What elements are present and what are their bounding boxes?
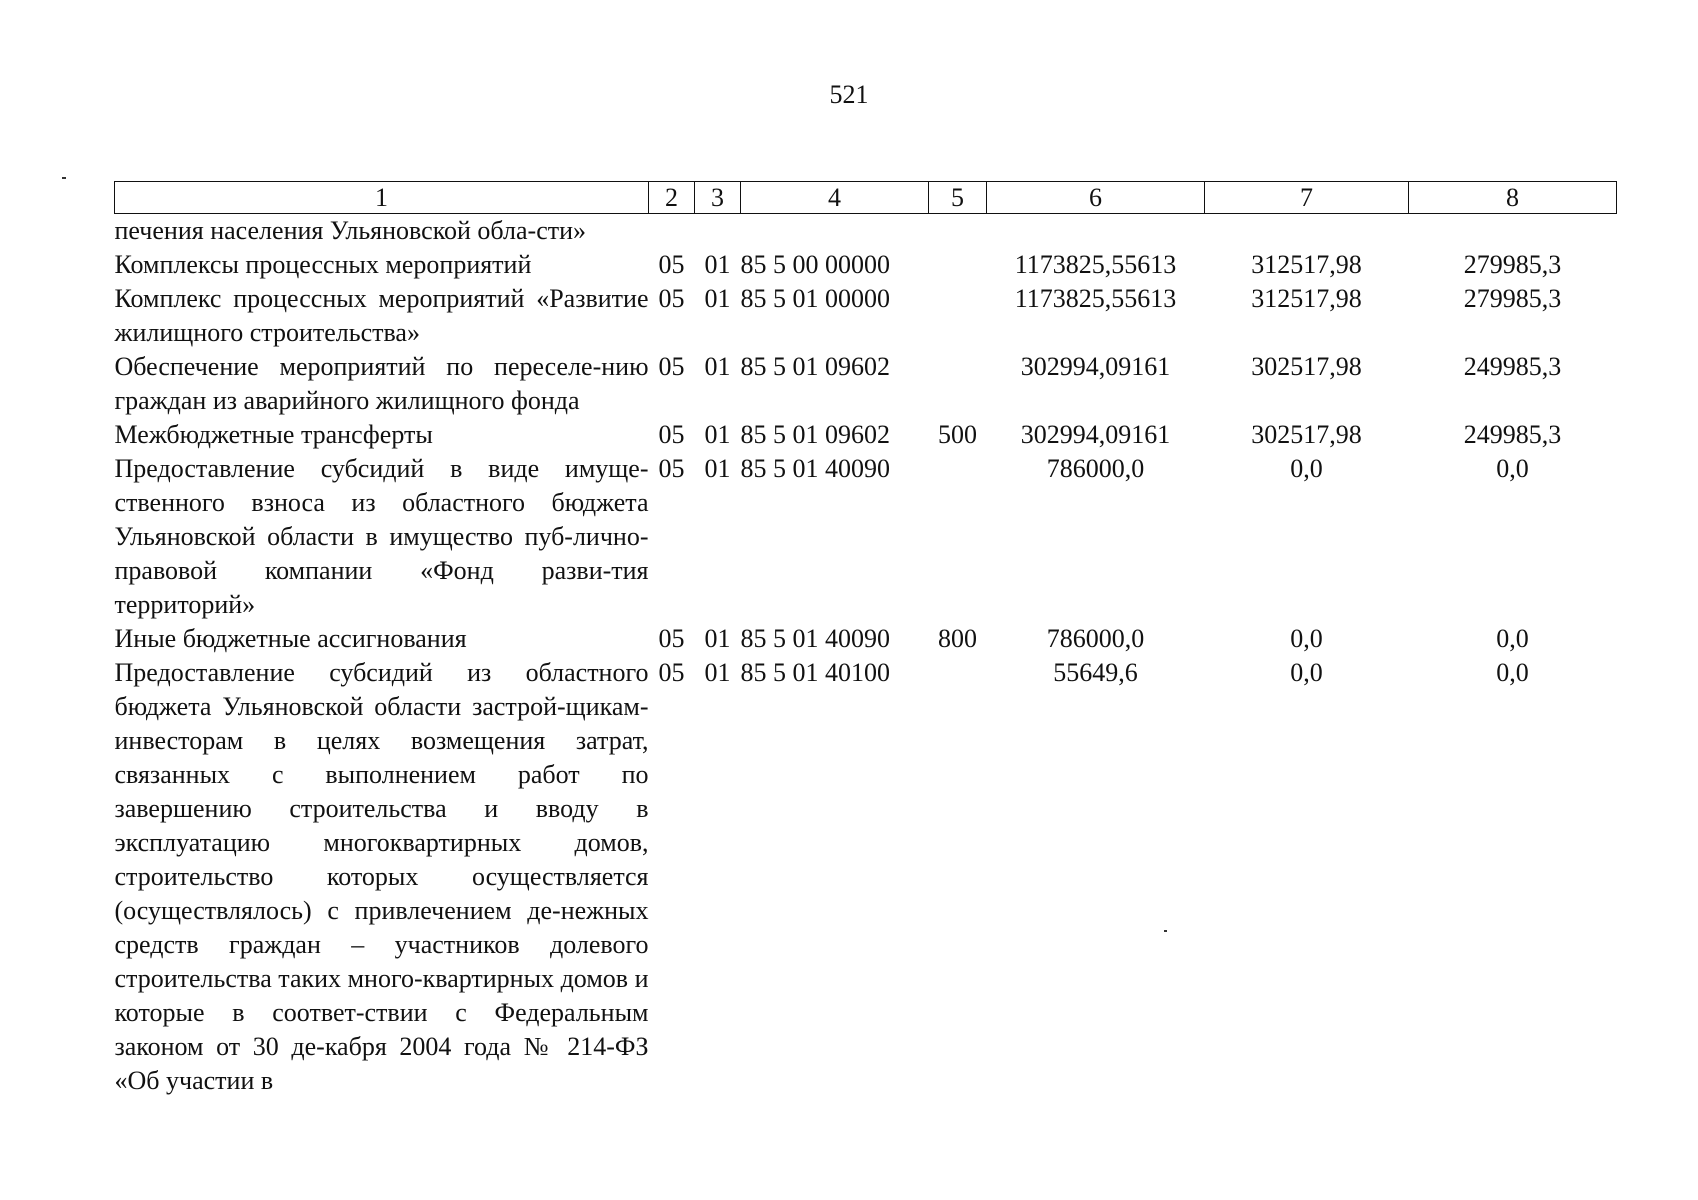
target-article-code bbox=[741, 214, 929, 249]
column-header: 1 bbox=[115, 182, 649, 214]
item-name: Предоставление субсидий из областного бюджета Ульяновской области застрой-щикам-инвесторам в целях возмещения затрат, связанных с выполнением работ по завершению строительства и вводу в эксплуатацию многоквартирных домов, строительство которых осуществляется (осуществлялось) с привлечением де-нежных средств граждан – участников долевого строительства таких много-квартирных домов и которые в соответ-ствии с Федеральным законом от 30 де-кабря 2004 года № 214-ФЗ «Об участии в bbox=[114, 658, 649, 1095]
expense-type-code bbox=[929, 282, 987, 350]
column-header: 7 bbox=[1205, 182, 1409, 214]
expense-type-code: 800 bbox=[938, 624, 977, 653]
subsection-code: 01 bbox=[704, 624, 731, 653]
item-name: печения населения Ульяновской обла-сти» bbox=[114, 216, 587, 245]
subsection-code: 01 bbox=[704, 352, 731, 381]
section-code: 05 bbox=[658, 624, 685, 653]
amount-col-8: 279985,3 bbox=[1463, 250, 1562, 279]
subsection-code: 01 bbox=[704, 250, 731, 279]
expense-type-code: 500 bbox=[938, 420, 977, 449]
table-row bbox=[115, 656, 1617, 1098]
amount-col-7: 0,0 bbox=[1290, 658, 1323, 687]
table-row bbox=[115, 622, 1617, 656]
subsection-code: 01 bbox=[704, 454, 731, 483]
column-header: 2 bbox=[649, 182, 695, 214]
table-row bbox=[115, 452, 1617, 622]
item-name: Предоставление субсидий в виде имуще-ственного взноса из областного бюджета Ульяновской области в имущество пуб-лично-правовой компании «Фонд разви-тия территорий» bbox=[114, 454, 649, 619]
amount-col-6: 302994,09161 bbox=[1020, 352, 1171, 381]
amount-col-7: 0,0 bbox=[1290, 454, 1323, 483]
column-header: 6 bbox=[987, 182, 1205, 214]
table-row bbox=[115, 214, 1617, 249]
subsection-code bbox=[695, 214, 741, 249]
column-header: 4 bbox=[741, 182, 929, 214]
amount-col-8: 0,0 bbox=[1496, 454, 1529, 483]
target-article-code: 85 5 01 40090 bbox=[740, 624, 890, 653]
target-article-code: 85 5 01 40100 bbox=[740, 658, 890, 687]
amount-col-6 bbox=[987, 214, 1205, 249]
item-name: Обеспечение мероприятий по переселе-нию граждан из аварийного жилищного фонда bbox=[114, 352, 649, 415]
amount-col-8: 0,0 bbox=[1496, 624, 1529, 653]
budget-table bbox=[114, 181, 1617, 1098]
section-code: 05 bbox=[658, 420, 685, 449]
expense-type-code bbox=[929, 350, 987, 418]
page-number: 521 bbox=[829, 80, 869, 109]
amount-col-6: 786000,0 bbox=[1046, 454, 1145, 483]
amount-col-7: 312517,98 bbox=[1251, 284, 1362, 313]
amount-col-8 bbox=[1409, 214, 1617, 249]
section-code: 05 bbox=[658, 284, 685, 313]
section-code bbox=[649, 214, 695, 249]
column-header: 3 bbox=[695, 182, 741, 214]
section-code: 05 bbox=[658, 250, 685, 279]
column-header: 8 bbox=[1409, 182, 1617, 214]
amount-col-8: 0,0 bbox=[1496, 658, 1529, 687]
amount-col-7: 302517,98 bbox=[1251, 352, 1362, 381]
expense-type-code bbox=[929, 214, 987, 249]
table-row bbox=[115, 418, 1617, 452]
amount-col-7: 302517,98 bbox=[1251, 420, 1362, 449]
amount-col-6: 55649,6 bbox=[1053, 658, 1138, 687]
amount-col-6: 1173825,55613 bbox=[1014, 250, 1177, 279]
amount-col-8: 249985,3 bbox=[1463, 420, 1562, 449]
target-article-code: 85 5 01 00000 bbox=[740, 284, 890, 313]
item-name: Комплекс процессных мероприятий «Развитие жилищного строительства» bbox=[114, 284, 649, 347]
expense-type-code bbox=[929, 452, 987, 622]
section-code: 05 bbox=[658, 658, 685, 687]
amount-col-6: 786000,0 bbox=[1046, 624, 1145, 653]
target-article-code: 85 5 01 40090 bbox=[740, 454, 890, 483]
expense-type-code bbox=[929, 248, 987, 282]
subsection-code: 01 bbox=[704, 658, 731, 687]
item-name: Комплексы процессных мероприятий bbox=[114, 250, 532, 279]
table-row bbox=[115, 282, 1617, 350]
amount-col-7 bbox=[1205, 214, 1409, 249]
amount-col-6: 302994,09161 bbox=[1020, 420, 1171, 449]
table-row bbox=[115, 248, 1617, 282]
section-code: 05 bbox=[658, 352, 685, 381]
item-name: Иные бюджетные ассигнования bbox=[114, 624, 467, 653]
amount-col-8: 279985,3 bbox=[1463, 284, 1562, 313]
amount-col-8: 249985,3 bbox=[1463, 352, 1562, 381]
target-article-code: 85 5 01 09602 bbox=[740, 352, 890, 381]
target-article-code: 85 5 00 00000 bbox=[740, 250, 890, 279]
amount-col-6: 1173825,55613 bbox=[1014, 284, 1177, 313]
column-header: 5 bbox=[929, 182, 987, 214]
target-article-code: 85 5 01 09602 bbox=[740, 420, 890, 449]
section-code: 05 bbox=[658, 454, 685, 483]
table-row bbox=[115, 350, 1617, 418]
item-name: Межбюджетные трансферты bbox=[114, 420, 433, 449]
subsection-code: 01 bbox=[704, 420, 731, 449]
amount-col-7: 312517,98 bbox=[1251, 250, 1362, 279]
expense-type-code bbox=[929, 656, 987, 1098]
column-number-row bbox=[115, 182, 1617, 214]
amount-col-7: 0,0 bbox=[1290, 624, 1323, 653]
subsection-code: 01 bbox=[704, 284, 731, 313]
scan-speck bbox=[62, 177, 66, 179]
